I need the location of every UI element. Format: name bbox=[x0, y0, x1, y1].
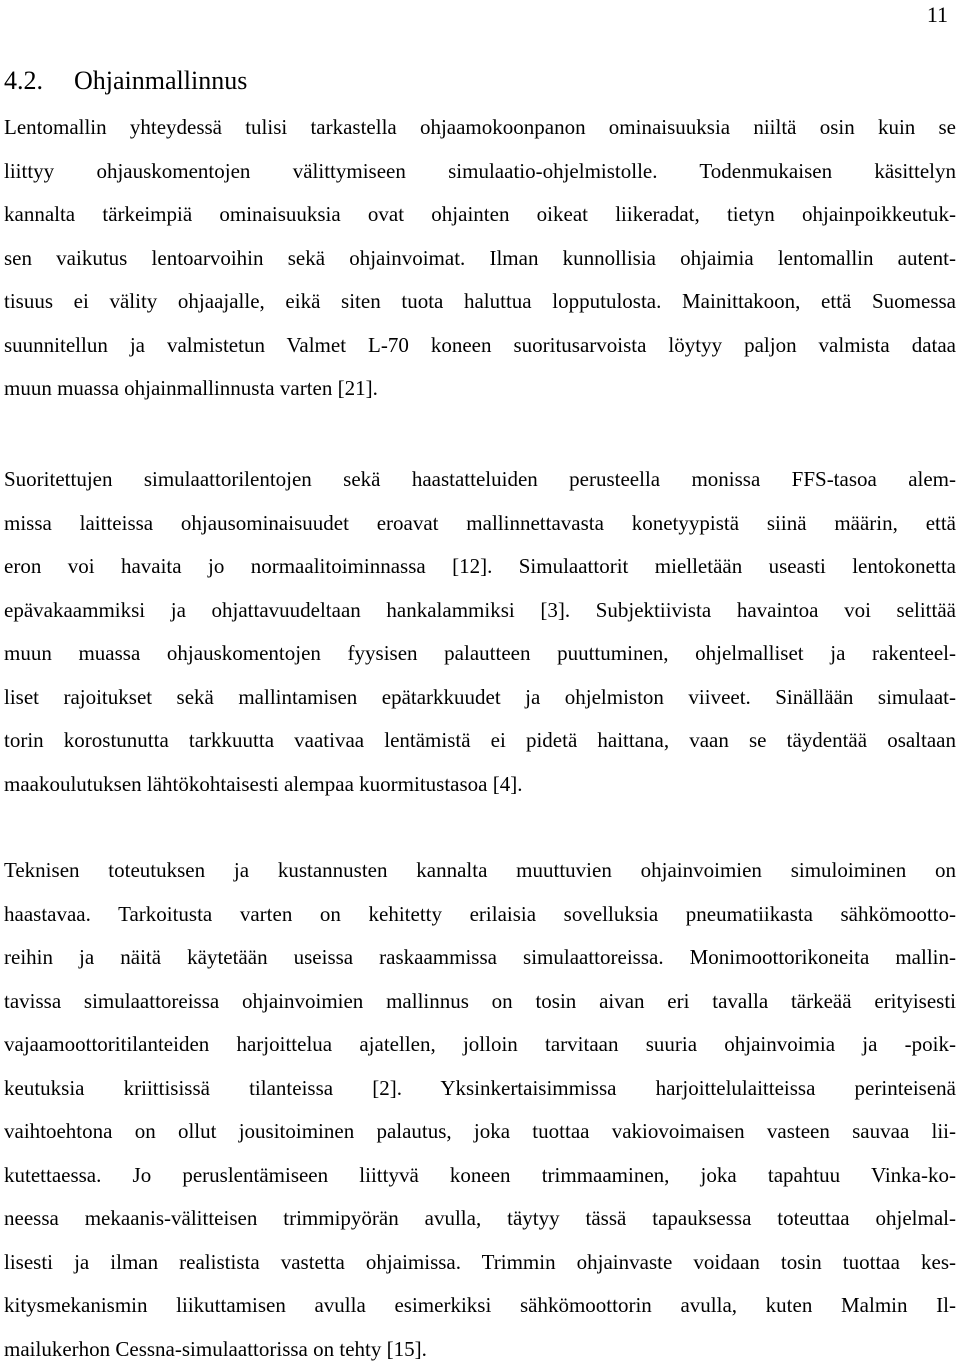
paragraph-line: maakoulutuksen lähtökohtaisesti alempaa kuormitustasoa [4]. bbox=[4, 763, 956, 807]
paragraph-line: suunnitellun ja valmistetun Valmet L-70 koneen suoritusarvoista löytyy paljon valmista dataa bbox=[4, 324, 956, 368]
paragraph-2 bbox=[4, 458, 956, 806]
paragraph-line: kannalta tärkeimpiä ominaisuuksia ovat ohjainten oikeat liikeradat, tietyn ohjainpoikkeutuk- bbox=[4, 193, 956, 237]
paragraph-line: tavissa simulaattoreissa ohjainvoimien mallinnus on tosin aivan eri tavalla tärkeää erityisesti bbox=[4, 980, 956, 1024]
paragraph-line: kitysmekanismin liikuttamisen avulla esimerkiksi sähkömoottorin avulla, kuten Malmin Il- bbox=[4, 1284, 956, 1328]
paragraph-line: epävakaammiksi ja ohjattavuudeltaan hankalammiksi [3]. Subjektiivista havaintoa voi selittää bbox=[4, 589, 956, 633]
paragraph-line: liset rajoitukset sekä mallintamisen epätarkkuudet ja ohjelmiston viiveet. Sinällään simulaat- bbox=[4, 676, 956, 720]
paragraph-line: vaihtoehtona on ollut jousitoiminen palautus, joka tuottaa vakiovoimaisen vasteen sauvaa lii- bbox=[4, 1110, 956, 1154]
paragraph-line: mailukerhon Cessna-simulaattorissa on tehty [15]. bbox=[4, 1328, 956, 1371]
paragraph-line: liittyy ohjauskomentojen välittymiseen simulaatio-ohjelmistolle. Todenmukaisen käsittelyn bbox=[4, 150, 956, 194]
paragraph-line: missa laitteissa ohjausominaisuudet eroavat mallinnettavasta konetyypistä siinä määrin, että bbox=[4, 502, 956, 546]
paragraph-line: tisuus ei välity ohjaajalle, eikä siten tuota haluttua lopputulosta. Mainittakoon, että Suomessa bbox=[4, 280, 956, 324]
paragraph-3 bbox=[4, 849, 956, 1371]
paragraph-line: lisesti ja ilman realistista vastetta ohjaimissa. Trimmin ohjainvaste voidaan tosin tuottaa kes- bbox=[4, 1241, 956, 1285]
section-title: Ohjainmallinnus bbox=[74, 66, 247, 95]
paragraph-line: muun muassa ohjainmallinnusta varten [21]. bbox=[4, 367, 956, 411]
paragraph-line: vajaamoottoritilanteiden harjoittelua ajatellen, jolloin tarvitaan suuria ohjainvoimia ja -poik- bbox=[4, 1023, 956, 1067]
paragraph-line: torin korostunutta tarkkuutta vaativaa lentämistä ei pidetä haittana, vaan se täydentää osaltaan bbox=[4, 719, 956, 763]
section-heading bbox=[4, 64, 247, 98]
paragraph-line: Lentomallin yhteydessä tulisi tarkastella ohjaamokoonpanon ominaisuuksia niiltä osin kuin se bbox=[4, 106, 956, 150]
paragraph-1 bbox=[4, 106, 956, 411]
section-number: 4.2. bbox=[4, 64, 74, 98]
paragraph-line: Suoritettujen simulaattorilentojen sekä haastatteluiden perusteella monissa FFS-tasoa alem- bbox=[4, 458, 956, 502]
paragraph-line: neessa mekaanis-välitteisen trimmipyörän avulla, täytyy tässä tapauksessa toteuttaa ohjelmal- bbox=[4, 1197, 956, 1241]
paragraph-line: sen vaikutus lentoarvoihin sekä ohjainvoimat. Ilman kunnollisia ohjaimia lentomallin autent- bbox=[4, 237, 956, 281]
paragraph-line: muun muassa ohjauskomentojen fyysisen palautteen puuttuminen, ohjelmalliset ja rakenteel- bbox=[4, 632, 956, 676]
paragraph-line: Teknisen toteutuksen ja kustannusten kannalta muuttuvien ohjainvoimien simuloiminen on bbox=[4, 849, 956, 893]
paragraph-line: reihin ja näitä käytetään useissa raskaammissa simulaattoreissa. Monimoottorikoneita mallin- bbox=[4, 936, 956, 980]
page-number: 11 bbox=[927, 4, 948, 26]
paragraph-line: eron voi havaita jo normaalitoiminnassa [12]. Simulaattorit mielletään useasti lentokonetta bbox=[4, 545, 956, 589]
paragraph-line: haastavaa. Tarkoitusta varten on kehitetty erilaisia sovelluksia pneumatiikasta sähkömootto- bbox=[4, 893, 956, 937]
paragraph-line: kutettaessa. Jo peruslentämiseen liittyvä koneen trimmaaminen, joka tapahtuu Vinka-ko- bbox=[4, 1154, 956, 1198]
paragraph-line: keutuksia kriittisissä tilanteissa [2]. Yksinkertaisimmissa harjoittelulaitteissa perinteisenä bbox=[4, 1067, 956, 1111]
